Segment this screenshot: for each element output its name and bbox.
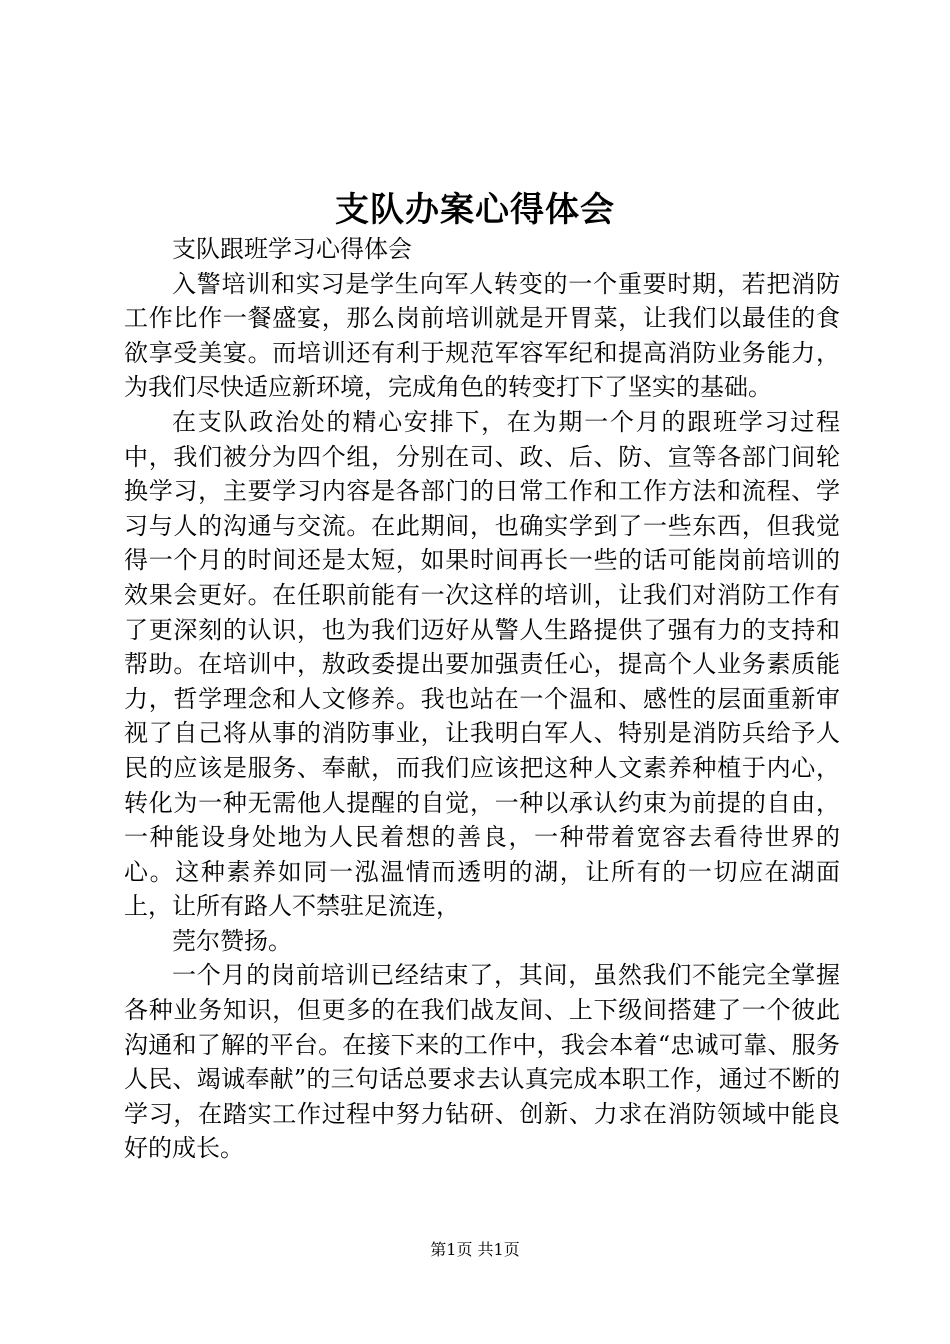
body-paragraph: 一个月的岗前培训已经结束了，其间，虽然我们不能完全掌握各种业务知识，但更多的在我们战友间、上下级间搭建了一个彼此沟通和了解的平台。在接下来的工作中，我会本着“忠诚可靠、服务人民、竭诚奉献”的三句话总要求去认真完成本职工作，通过不断的学习，在踏实工作过程中努力钻研、创新、力求在消防领域中能良好的成长。 xyxy=(124,961,840,1163)
body-paragraph: 莞尔赞扬。 xyxy=(172,926,292,955)
page-footer: 第1页 共1页 xyxy=(430,1240,520,1259)
body-paragraph: 入警培训和实习是学生向军人转变的一个重要时期，若把消防工作比作一餐盛宴，那么岗前培训就是开胃菜，让我们以最佳的食欲享受美宴。而培训还有利于规范军容军纪和提高消防业务能力，为我们尽快适应新环境，完成角色的转变打下了坚实的基础。 xyxy=(124,269,840,402)
document-title: 支队办案心得体会 xyxy=(335,190,615,230)
body-paragraph: 在支队政治处的精心安排下，在为期一个月的跟班学习过程中，我们被分为四个组，分别在司、政、后、防、宣等各部门间轮换学习，主要学习内容是各部门的日常工作和工作方法和流程、学习与人的沟通与交流。在此期间，也确实学到了一些东西，但我觉得一个月的时间还是太短，如果时间再长一些的话可能岗前培训的效果会更好。在任职前能有一次这样的培训，让我们对消防工作有了更深刻的认识，也为我们迈好从警人生路提供了强有力的支持和帮助。在培训中，敖政委提出要加强责任心，提高个人业务素质能力，哲学理念和人文修养。我也站在一个温和、感性的层面重新审视了自己将从事的消防事业，让我明白军人、特别是消防兵给予人民的应该是服务、奉献，而我们应该把这种人文素养种植于内心，转化为一种无需他人提醒的自觉，一种以承认约束为前提的自由，一种能设身处地为人民着想的善良，一种带着宽容去看待世界的心。这种素养如同一泓温情而透明的湖，让所有的一切应在湖面上，让所有路人不禁驻足流连， xyxy=(124,407,840,921)
document-body xyxy=(124,232,840,1166)
body-paragraph: 支队跟班学习心得体会 xyxy=(172,235,412,263)
